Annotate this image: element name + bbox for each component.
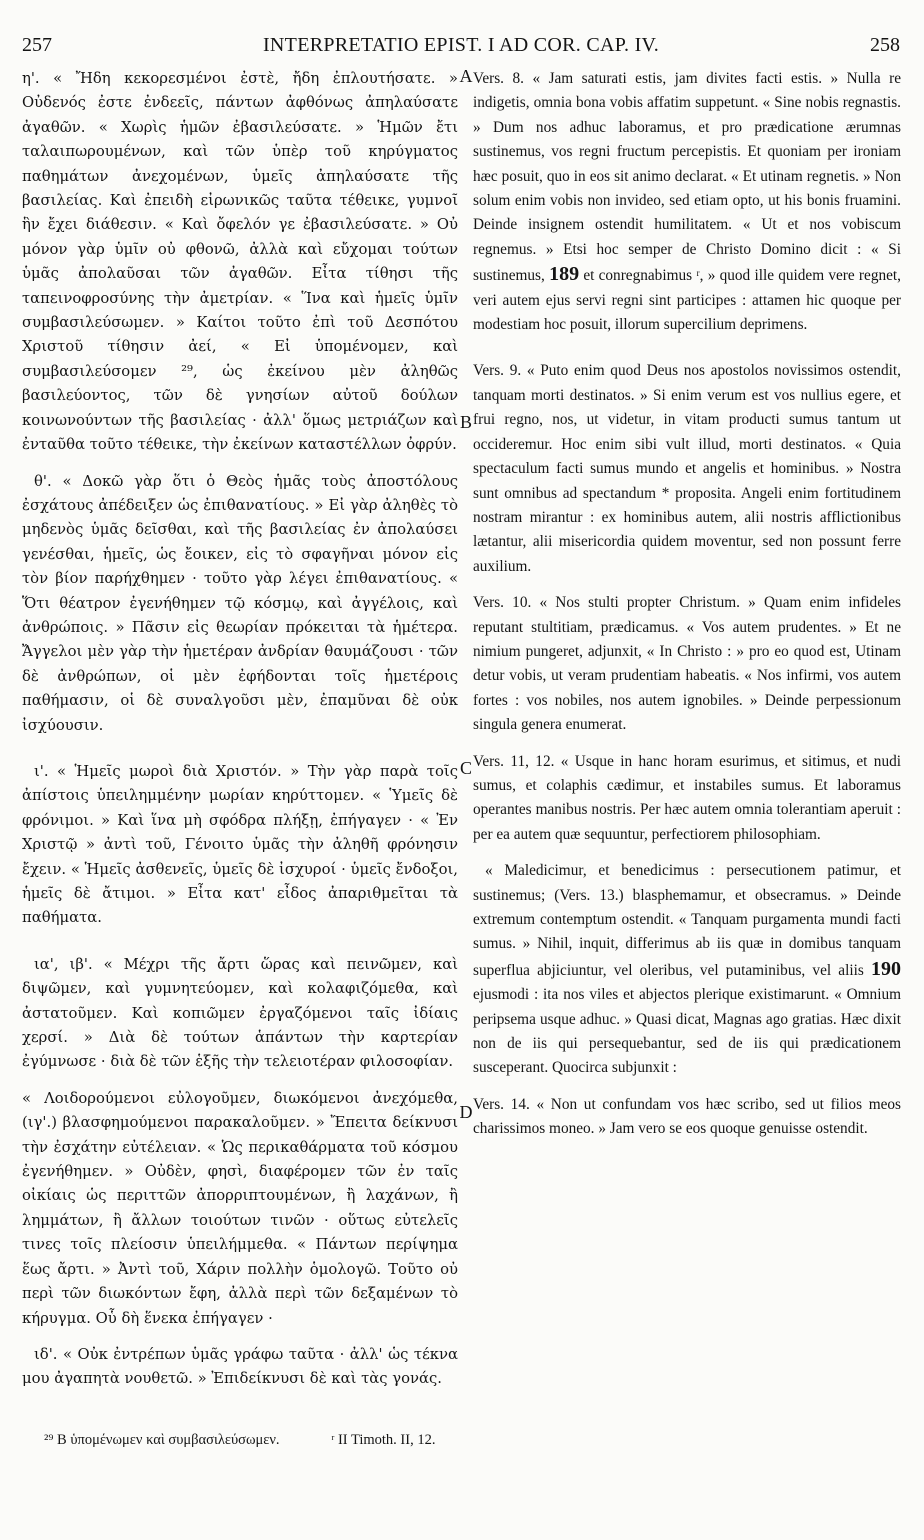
greek-paragraph-14: ιδ'. « Οὐκ ἐντρέπων ὑμᾶς γράφω ταῦτα · ἀλλ' ὡς τέκνα μου ἀγαπητὰ νουθετῶ. » Ἐπιδείκνυσι δὲ καὶ τὰς γονάς.	[22, 1345, 458, 1388]
greek-paragraph-11-12: ια', ιβ'. « Μέχρι τῆς ἄρτι ὥρας καὶ πεινῶμεν, καὶ διψῶμεν, καὶ γυμνητεύομεν, καὶ κολαφιζόμεθα, καὶ ἀστατοῦμεν. Καὶ κοπιῶμεν ἐργαζόμενοι ταῖς ἰδίαις χερσί. » Διὰ δὲ τούτων ἁπάντων τὴν καρτερίαν ἐγύμνωσε · διὰ δὲ τῶν ἑξῆς τὴν τελειοτέραν φιλοσοφίαν.	[22, 955, 458, 1071]
footnotes	[44, 1432, 904, 1449]
margin-letter-b: B	[459, 412, 472, 432]
column-number-190: 190	[871, 957, 901, 980]
greek-footnote: ²⁹ B ὑπομένωμεν καὶ συμβασιλεύσωμεν.	[44, 1432, 280, 1448]
greek-column	[22, 67, 458, 1427]
latin-paragraph-13-continued: ejusmodi : ita nos viles et abjectos plerique existimarunt. « Omnium peripsema usque adhuc. » Quasi dicat, Magnas ago gratias. Hæc dixit non de iis qui persequebantur, sed de iis qui prædicationem susceperant. Quocirca subjunxit :	[473, 986, 901, 1077]
page-header	[22, 34, 900, 64]
margin-letter-d: D	[459, 1102, 473, 1122]
latin-paragraph-9: Vers. 9. « Puto enim quod Deus nos apostolos novissimos ostendit, tanquam morti destinatos. » Si enim verum est vos nullius egere, et frui regno, nos, ut videtur, in vitam producti sumus tantum ut occideremur. Hoc enim sibi vult illud, morti destinatos. « Quia spectaculum facti sumus mundo et angelis et hominibus. » Nostra sunt omnibus ad spectandum * proposita. Angeli enim fortitudinem nostram mirantur : ex hominibus autem, alii nostris afflictionibus lætantur, alii misericordia quidem moventur, sed non possunt ferre auxilium.	[473, 362, 901, 575]
column-number-189: 189	[549, 263, 580, 286]
latin-paragraph-8-continued: et conregnabimus ʳ, » quod ille quidem vere regnet, veri autem ejus servi regni sint participes : attamen hic quoque per modestiam hoc posuit, illorum supercilium deprimens.	[473, 267, 901, 334]
latin-paragraph-13	[473, 859, 901, 1081]
right-page-number: 258	[870, 34, 900, 56]
left-page-number: 257	[22, 34, 52, 56]
latin-paragraph-14: Vers. 14. « Non ut confundam vos hæc scribo, sed ut filios meos charissimos moneo. » Jam vero se eos quoque genuisse ostendit.	[473, 1095, 901, 1138]
latin-paragraph-8-text: Vers. 8. « Jam saturati estis, jam divites facti estis. » Nulla re indigetis, omnia bona vobis affatim suppetunt. « Sine nobis regnastis. » Dum nos adhuc laboramus, et pro prædicatione ærumnas sustinemus, vos regni fructum percepistis. Et quoniam per ironiam hæc posuit, quo in eos sit animo declarat. « Et utinam regnetis. » Non solum enim vobis non invideo, sed etiam opto, ut his bonis fruamini. Deinde insignem ostendit humilitatem. « Ut et nos vobiscum regnemus. » Etsi hoc semper de Christo Domino dicit : « Si sustinemus,	[473, 70, 901, 285]
greek-paragraph-8: η'. « Ἤδη κεκορεσμένοι ἐστὲ, ἤδη ἐπλουτήσατε. » Οὐδενός ἐστε ἐνδεεῖς, πάντων ἀφθόνως ἀπηλαύσατε ἀγαθῶν. « Χωρὶς ἡμῶν ἐβασιλεύσατε. » Ἡμῶν ἔτι ταλαιπωρουμένων, καὶ τῶν ὑπὲρ τοῦ κηρύγματος παθημάτων ἀνεχομένων, ὑμεῖς ἀπηλαύσατε τῆς βασιλείας. Καὶ ἐπειδὴ εἰρωνικῶς ταῦτα τέθεικε, γυμνοῖ ἣν ἔχει διάθεσιν. « Καὶ ὄφελόν γε ἐβασιλεύσατε. » Οὐ μόνον γὰρ ὑμῖν οὐ φθονῶ, ἀλλὰ καὶ εὔχομαι τούτων ὑμᾶς ἀπολαῦσαι τῶν ἀγαθῶν. Εἶτα τίθησι τῆς ταπεινοφροσύνης τὴν ἀμετρίαν. « Ἵνα καὶ ἡμεῖς ὑμῖν συμβασιλεύσωμεν. » Καίτοι τοῦτο ἐπὶ τοῦ Δεσπότου Χριστοῦ τίθησιν ἀεί, « Εἰ ὑπομένομεν, καὶ συμβασιλεύσομεν ²⁹, ὡς ἐκείνου μὲν ἀληθῶς βασιλεύοντος, τῶν δὲ γνησίων αὐτοῦ δούλων κοινωνούντων τῆς βασιλείας · ἀλλ' ὅμως μετριάζων καὶ ἐνταῦθα τοῦτο τέθεικε, τὴν ἐκείνων καταστέλλων ὀφρύν.	[22, 70, 458, 454]
latin-footnote: ʳ II Timoth. II, 12.	[331, 1432, 436, 1448]
latin-paragraph-8	[473, 67, 901, 337]
greek-paragraph-9: θ'. « Δοκῶ γὰρ ὅτι ὁ Θεὸς ἡμᾶς τοὺς ἀποστόλους ἐσχάτους ἀπέδειξεν ὡς ἐπιθανατίους. » Εἰ γὰρ ἀληθὲς τὸ μηδενὸς ὑμᾶς δεῖσθαι, καὶ τῆς βασιλείας ἐν ἀπολαύσει γενέσθαι, ἡμεῖς, ὡς ἔοικεν, εἰς τὸ σφαγῆναι μόνον εἰς τὸν βίον παρήχθημεν · τοῦτο γὰρ λέγει ἐπιθανατίους. « Ὅτι θέατρον ἐγενήθημεν τῷ κόσμῳ, καὶ ἀγγέλοις, καὶ ἀνθρώποις. » Πᾶσιν εἰς θεωρίαν πρόκειται τὰ ἡμέτερα. Ἄγγελοι μὲν γὰρ τὴν ἡμετέραν ἀνδρίαν θαυμάζουσι · τῶν δὲ ἀνθρώπων, οἱ μὲν ἐφήδονται τοῖς ἡμετέροις παθήμασιν, οἱ δὲ συναλγοῦσι μὲν, ἐπαμῦναι δὲ οὐκ ἰσχύουσιν.	[22, 472, 458, 734]
latin-paragraph-11-12: Vers. 11, 12. « Usque in hanc horam esurimus, et sitimus, et nudi sumus, et colaphis cædimur, et instabiles sumus. Et laboramus operantes manibus nostris. Per hæc autem omnia tolerantiam aperuit : per ea autem quæ sequuntur, perfectiorem philosophiam.	[473, 752, 901, 843]
margin-letter-a: A	[459, 66, 473, 86]
greek-paragraph-13: « Λοιδορούμενοι εὐλογοῦμεν, διωκόμενοι ἀνεχόμεθα, (ιγ'.) βλασφημούμενοι παρακαλοῦμεν. » Ἔπειτα δείκνυσι τὴν ἐσχάτην εὐτέλειαν. « Ὡς περικαθάρματα τοῦ κόσμου ἐγενήθημεν. » Οὐδὲν, φησὶ, διαφέρομεν τῶν ἐν ταῖς οἰκίαις ὡς περιττῶν ἀπορριπτουμένων, ἢ λαχάνων, ἢ λημμάτων, ἢ ἄλλων τοιούτων τινῶν · οὕτως εὐτελεῖς τινες τοῖς πλείοσιν ὑπειλήμμεθα. « Πάντων περίψημα ἕως ἄρτι. » Ἀντὶ τοῦ, Χάριν πολλὴν ὁμολογῶ. Τοῦτο οὐ περὶ τῶν διωκόντων ἔφη, ἀλλὰ περὶ τῶν δεξαμένων τὸ κήρυγμα. Οὗ δὴ ἕνεκα ἐπήγαγεν ·	[22, 1089, 458, 1327]
margin-letter-c: C	[459, 758, 472, 778]
page-title: INTERPRETATIO EPIST. I AD COR. CAP. IV.	[262, 34, 660, 56]
latin-column	[473, 67, 901, 1427]
greek-paragraph-10: ι'. « Ἡμεῖς μωροὶ διὰ Χριστόν. » Τὴν γὰρ παρὰ τοῖς ἀπίστοις ὑπειλημμένην μωρίαν κηρύττομεν. « Ὑμεῖς δὲ φρόνιμοι. » Καὶ ἵνα μὴ σφόδρα πλήξῃ, ἐπήγαγεν · « Ἐν Χριστῷ » ἀντὶ τοῦ, Γένοιτο ὑμᾶς τὴν ἀληθῆ φρόνησιν ἔχειν. « Ἡμεῖς ἀσθενεῖς, ὑμεῖς δὲ ἰσχυροί · ὑμεῖς ἔνδοξοι, ἡμεῖς δὲ ἄτιμοι. » Εἶτα κατ' εἶδος ἀπαριθμεῖται τὰ παθήματα.	[22, 762, 458, 927]
latin-paragraph-13-text: « Maledicimur, et benedicimus : persecutionem patimur, et sustinemus; (Vers. 13.) blasphemamur, et obsecramus. » Deinde extremum contemptum ostendit. « Tanquam purgamenta mundi facti sumus. » Nihil, inquit, differimus ab iis quæ in domibus tanquam superflua abjiciuntur, vel oleribus, vel putaminibus, vel aliis	[473, 862, 901, 979]
latin-paragraph-10: Vers. 10. « Nos stulti propter Christum. » Quam enim infideles reputant stultitiam, prædicamus. « Vos autem prudentes. » Et ne nimium pungeret, adjunxit, « In Christo : » pro eo quod est, Utinam detur vobis, ut veram prudentiam habeatis. « Nos infirmi, vos autem fortes : vos nobiles, nos autem ignobiles. » Deinde perpessionum singula genera enumerat.	[473, 594, 901, 734]
